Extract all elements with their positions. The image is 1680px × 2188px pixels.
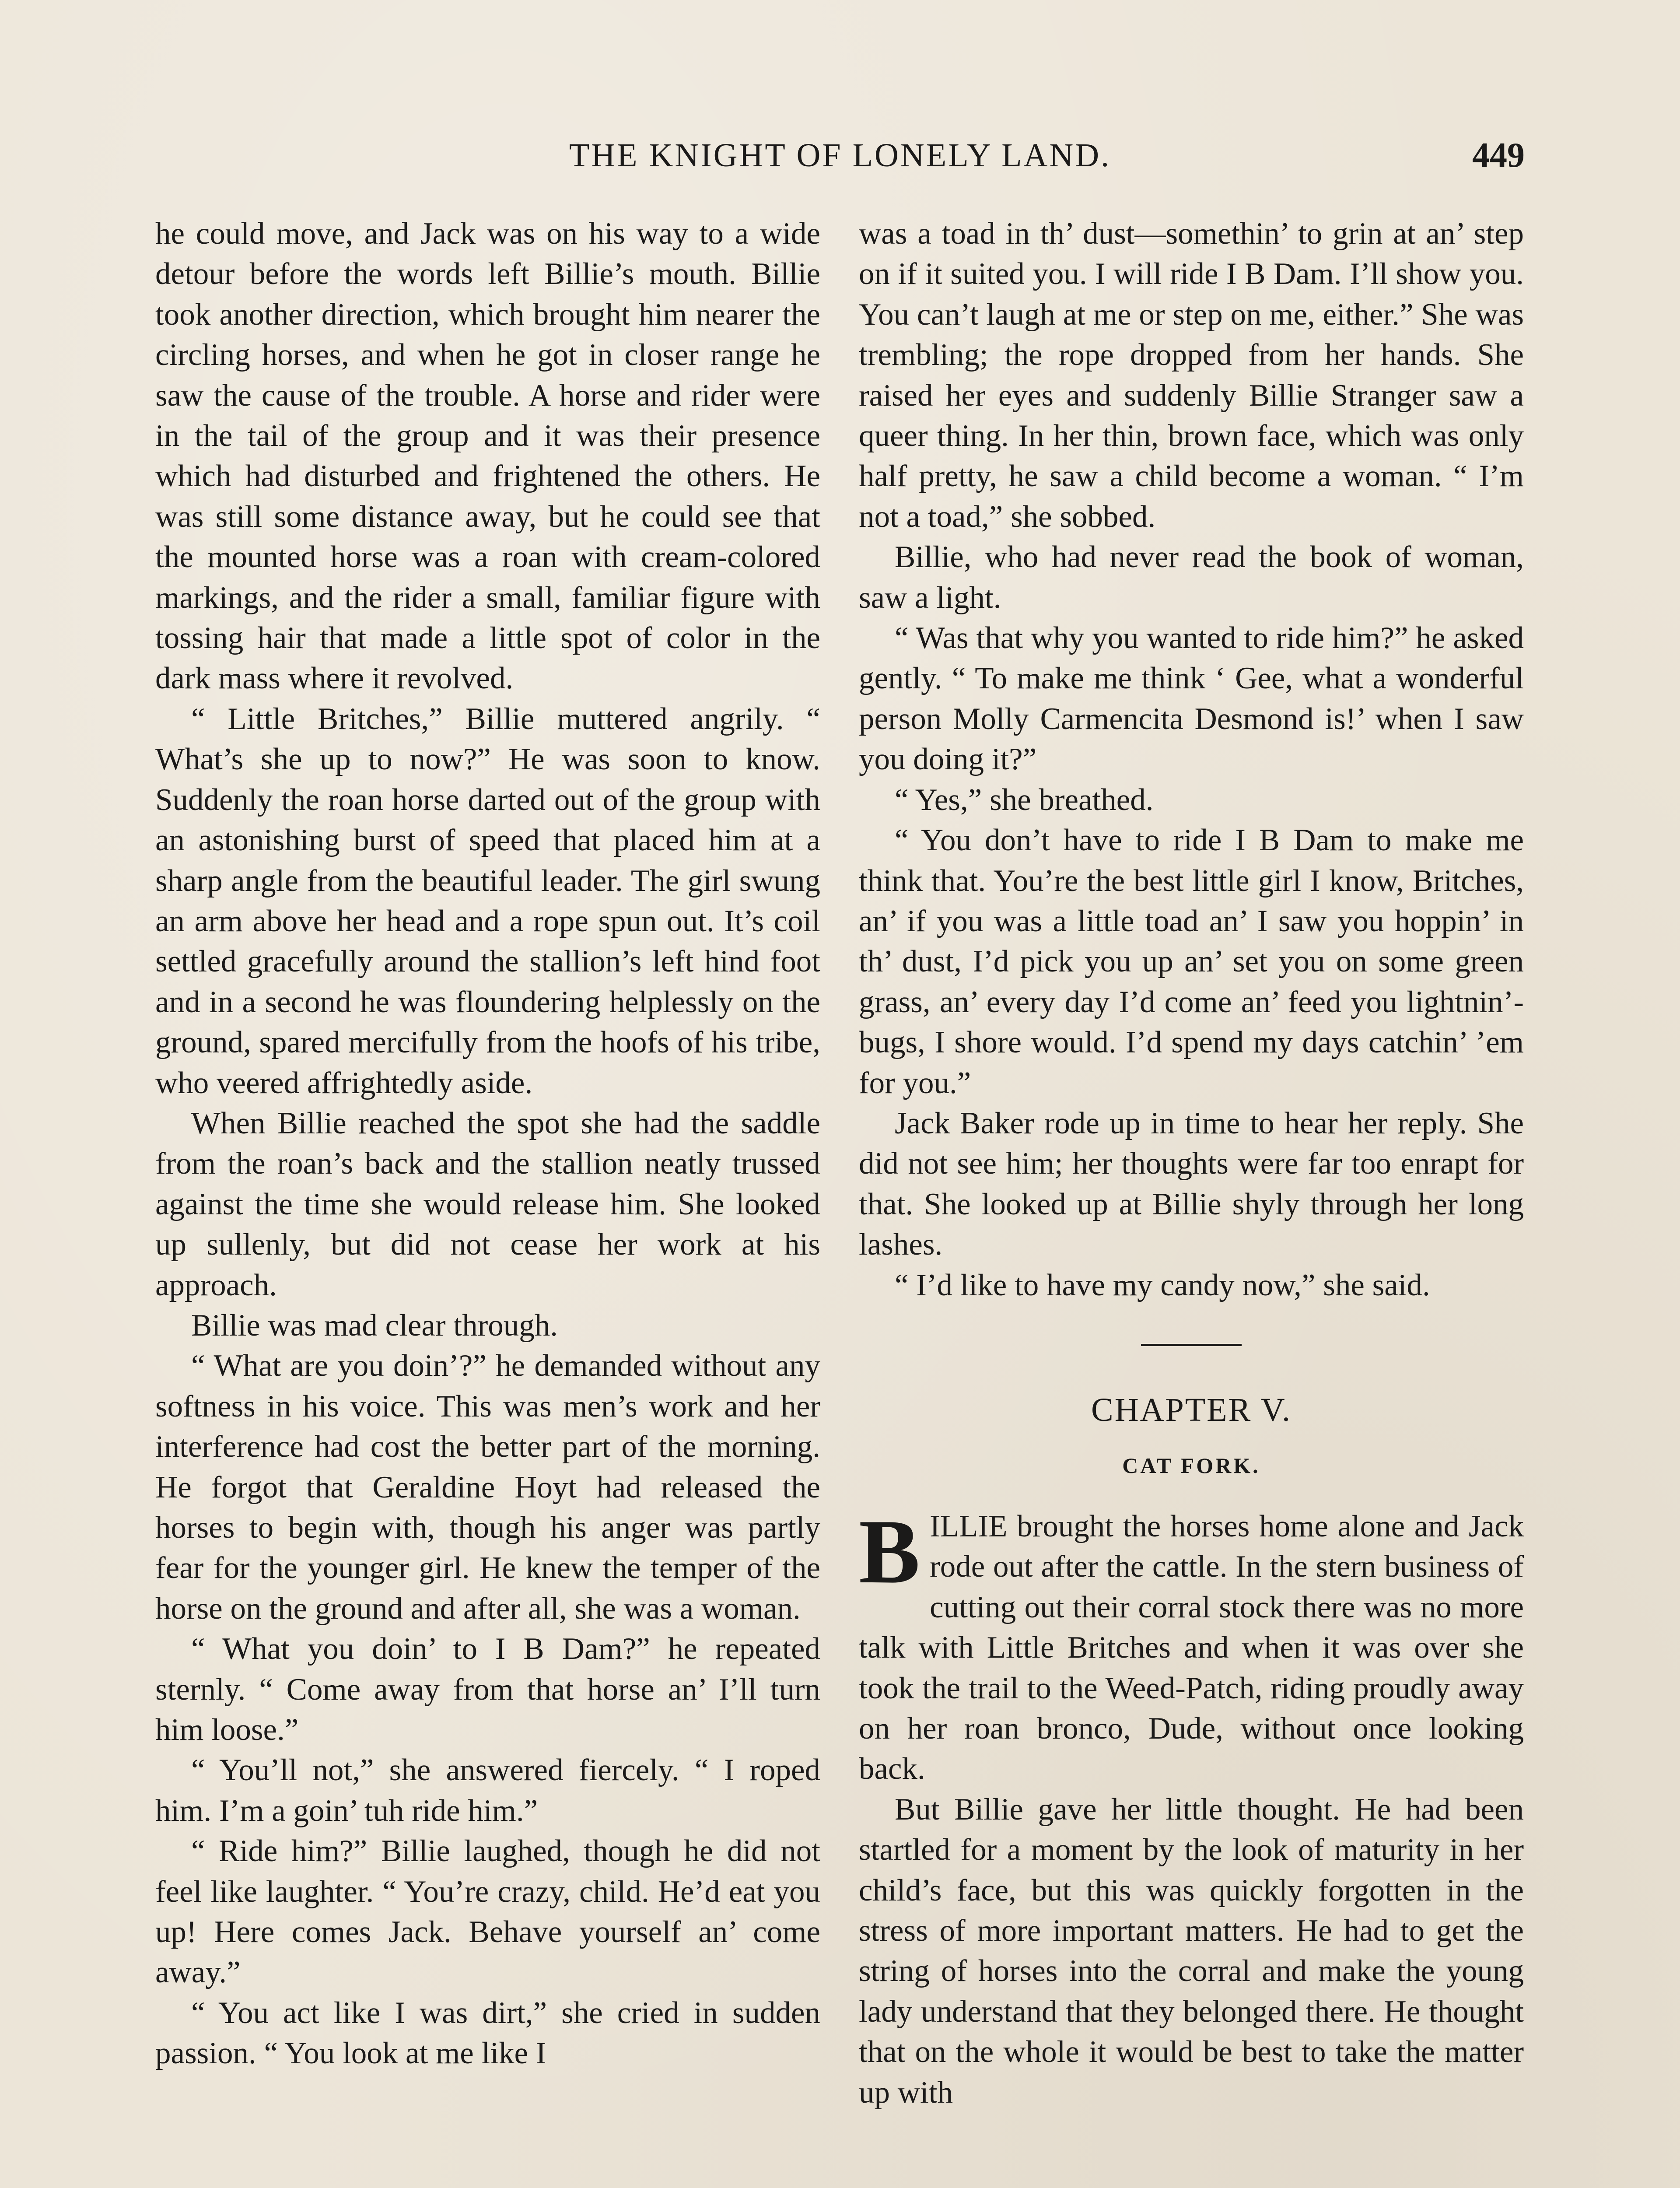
running-title: THE KNIGHT OF LONELY LAND. bbox=[569, 137, 1111, 174]
section-divider bbox=[1141, 1344, 1242, 1346]
paragraph: “ Yes,” she breathed. bbox=[895, 782, 1154, 817]
paragraph: Billie, who had never read the book of woman, saw a light. bbox=[859, 540, 1524, 615]
paragraph: Jack Baker rode up in time to hear her reply. She did not see him; her thoughts were far too enrapt for that. She looked up at Billie shyly through her long lashes. bbox=[859, 1106, 1524, 1262]
running-head bbox=[155, 131, 1525, 179]
paragraph: “ You act like I was dirt,” she cried in sudden passion. “ You look at me like I bbox=[155, 1995, 820, 2071]
paragraph: “ Little Britches,” Billie muttered angrily. “ What’s she up to now?” He was soon to know. Suddenly the roan horse darted out of the group with an astonishing burst of speed that placed him at a sharp angle from the beautiful leader. The girl swung an arm above her head and a rope spun out. It’s coil settled gracefully around the stallion’s left hind foot and in a second he was floundering helplessly on the ground, spared mercifully from the hoofs of his tribe, who veered affrightedly aside. bbox=[155, 701, 820, 1100]
paragraph: When Billie reached the spot she had the saddle from the roan’s back and the stallion neatly trussed against the time she would release him. She looked up sullenly, but did not cease her work at his approach. bbox=[155, 1106, 820, 1302]
drop-cap: B bbox=[859, 1501, 920, 1602]
chapter-title: CHAPTER V. bbox=[1091, 1391, 1292, 1428]
page-number: 449 bbox=[1472, 136, 1525, 175]
paragraph: “ Was that why you wanted to ride him?” he asked gently. “ To make me think ‘ Gee, what a wonderful person Molly Carmencita Desmond is!’ when I saw you doing it?” bbox=[859, 621, 1524, 777]
chapter-opening-text: ILLIE brought the horses home alone and Jack rode out after the cattle. In the stern business of cutting out their corral stock there was no more talk with Little Britches and when it was over she took the trail to the Weed-Patch, riding proudly away on her roan bronco, Dude, without once looking back. bbox=[859, 1509, 1524, 1786]
paragraph: “ Ride him?” Billie laughed, though he did not feel like laughter. “ You’re crazy, child. He’d eat you up! Here comes Jack. Behave yourself an’ come away.” bbox=[155, 1834, 820, 1990]
paragraph: was a toad in th’ dust—somethin’ to grin at an’ step on if it suited you. I will ride I B Dam. I’ll show you. You can’t laugh at me or step on me, either.” She was trembling; the rope dropped from her hands. She raised her eyes and suddenly Billie Stranger saw a queer thing. In her thin, brown face, which was only half pretty, he saw a child become a woman. “ I’m not a toad,” she sobbed. bbox=[859, 217, 1524, 534]
left-column bbox=[155, 214, 820, 2074]
paragraph: Billie was mad clear through. bbox=[191, 1308, 558, 1343]
paragraph: “ What are you doin’?” he demanded without any softness in his voice. This was men’s work and her interference had cost the better part of the morning. He forgot that Geraldine Hoyt had released the horses to begin with, though his anger was partly fear for the younger girl. He knew the temper of the horse on the ground and after all, she was a woman. bbox=[155, 1349, 820, 1626]
paragraph: he could move, and Jack was on his way to a wide detour before the words left Billie’s mouth. Billie took another direction, which brought him nearer the circling horses, and when he got in closer range he saw the cause of the trouble. A horse and rider were in the tail of the group and it was their presence which had disturbed and frightened the others. He was still some distance away, but he could see that the mounted horse was a roan with cream-colored markings, and the rider a small, familiar figure with tossing hair that made a little spot of color in the dark mass where it revolved. bbox=[155, 217, 820, 696]
paragraph: “ I’d like to have my candy now,” she said. bbox=[895, 1268, 1430, 1302]
chapter-opening-paragraph bbox=[859, 1501, 1524, 1789]
paragraph: “ You don’t have to ride I B Dam to make me think that. You’re the best little girl I know, Britches, an’ if you was a little toad an’ I saw you hoppin’ in th’ dust, I’d pick you up an’ set you on some green grass, an’ every day I’d come an’ feed you lightnin’-bugs, I shore would. I’d spend my days catchin’ ’em for you.” bbox=[859, 823, 1524, 1100]
paragraph: But Billie gave her little thought. He had been startled for a moment by the look of maturity in her child’s face, but this was quickly forgotten in the stress of more important matters. He had to get the string of horses into the corral and make the young lady understand that they belonged there. He thought that on the whole it would be best to take the matter up with bbox=[859, 1792, 1524, 2110]
paragraph: “ What you doin’ to I B Dam?” he repeated sternly. “ Come away from that horse an’ I’ll turn him loose.” bbox=[155, 1632, 820, 1747]
right-column bbox=[859, 214, 1524, 2113]
chapter-subtitle: CAT FORK. bbox=[1122, 1453, 1260, 1478]
paragraph: “ You’ll not,” she answered fiercely. “ I roped him. I’m a goin’ tuh ride him.” bbox=[155, 1753, 820, 1828]
